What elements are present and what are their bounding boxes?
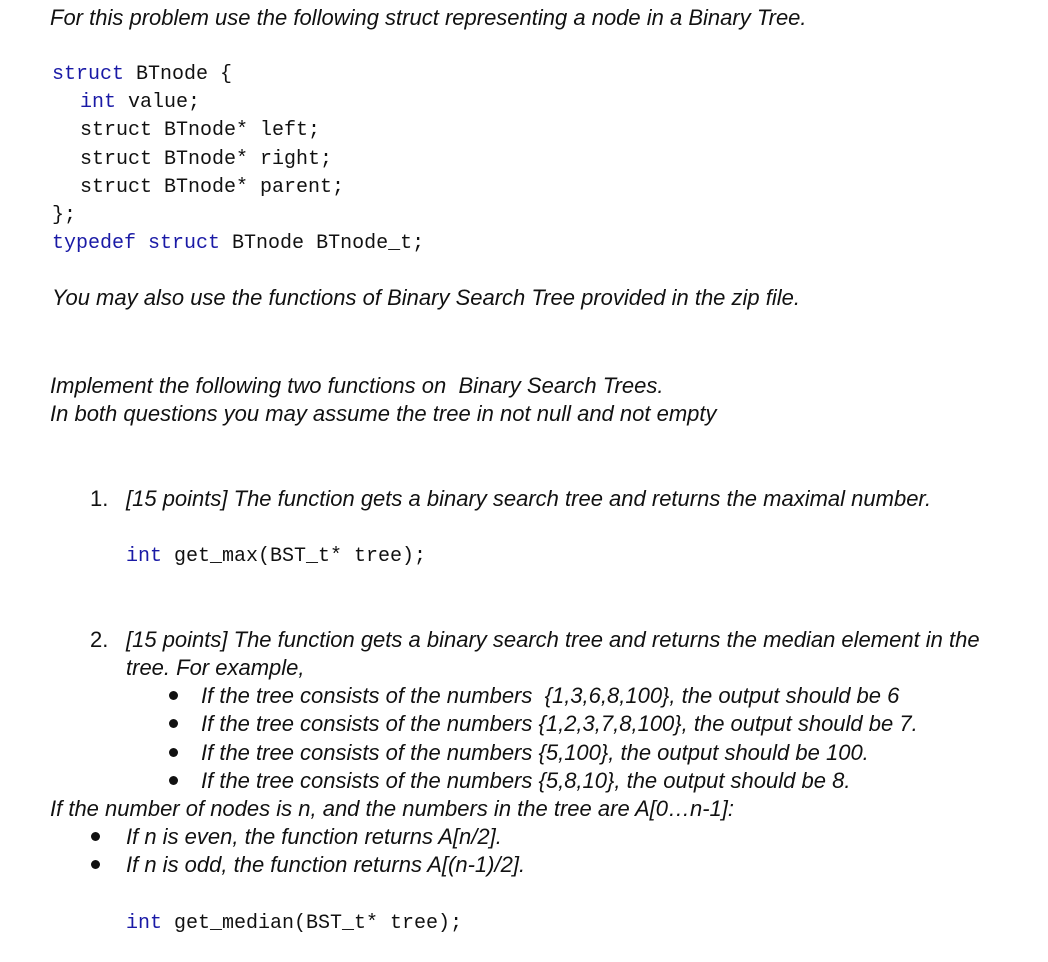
nodes-line: If the number of nodes is n, and the numbers in the tree are A[0…n-1]: <box>50 796 735 821</box>
intro-text: For this problem use the following struct representing a node in a Binary Tree. <box>50 5 807 30</box>
bullet-icon <box>169 719 178 728</box>
question-1-number: 1. <box>90 486 109 511</box>
code-line-close: }; <box>52 204 77 227</box>
question-2-text-line-2: tree. For example, <box>126 655 305 680</box>
code-line-typedef <box>52 230 424 258</box>
example-item: If the tree consists of the numbers {5,100}, the output should be 100. <box>201 740 869 765</box>
rule-item: If n is even, the function returns A[n/2]. <box>126 824 502 849</box>
bullet-icon <box>169 748 178 757</box>
code-text: get_max(BST_t* tree); <box>162 545 427 568</box>
question-2-number: 2. <box>90 627 109 652</box>
bullet-icon <box>91 860 100 869</box>
code-text: get_median(BST_t* tree); <box>162 912 463 935</box>
example-item: If the tree consists of the numbers {1,3,6,8,100}, the output should be 6 <box>201 683 900 708</box>
code-get-max <box>126 543 426 571</box>
example-item: If the tree consists of the numbers {5,8,10}, the output should be 8. <box>201 768 851 793</box>
rule-item: If n is odd, the function returns A[(n-1)/2]. <box>126 852 526 877</box>
code-keyword: int <box>126 912 163 935</box>
implement-line-1: Implement the following two functions on Binary Search Trees. <box>50 373 664 398</box>
question-1-text: [15 points] The function gets a binary search tree and returns the maximal number. <box>126 486 932 511</box>
code-keyword: int <box>126 545 163 568</box>
code-text: BTnode { <box>124 63 233 86</box>
also-use-text: You may also use the functions of Binary Search Tree provided in the zip file. <box>52 285 800 310</box>
code-line-value <box>80 89 200 117</box>
code-keyword: struct <box>52 63 125 86</box>
bullet-icon <box>169 776 178 785</box>
code-line-struct <box>52 61 232 89</box>
code-get-median <box>126 910 462 938</box>
example-item: If the tree consists of the numbers {1,2,3,7,8,100}, the output should be 7. <box>201 711 918 736</box>
code-text: BTnode BTnode_t; <box>220 232 425 255</box>
code-text: value; <box>116 91 201 114</box>
code-line-right: struct BTnode* right; <box>80 148 333 171</box>
code-keyword: struct <box>148 232 221 255</box>
code-line-parent: struct BTnode* parent; <box>80 176 345 199</box>
implement-line-2: In both questions you may assume the tree in not null and not empty <box>50 401 717 426</box>
code-keyword: int <box>80 91 117 114</box>
question-2-text-line-1: [15 points] The function gets a binary search tree and returns the median element in the <box>126 627 980 652</box>
bullet-icon <box>169 691 178 700</box>
code-line-left: struct BTnode* left; <box>80 119 321 142</box>
bullet-icon <box>91 832 100 841</box>
code-keyword: typedef <box>52 232 137 255</box>
